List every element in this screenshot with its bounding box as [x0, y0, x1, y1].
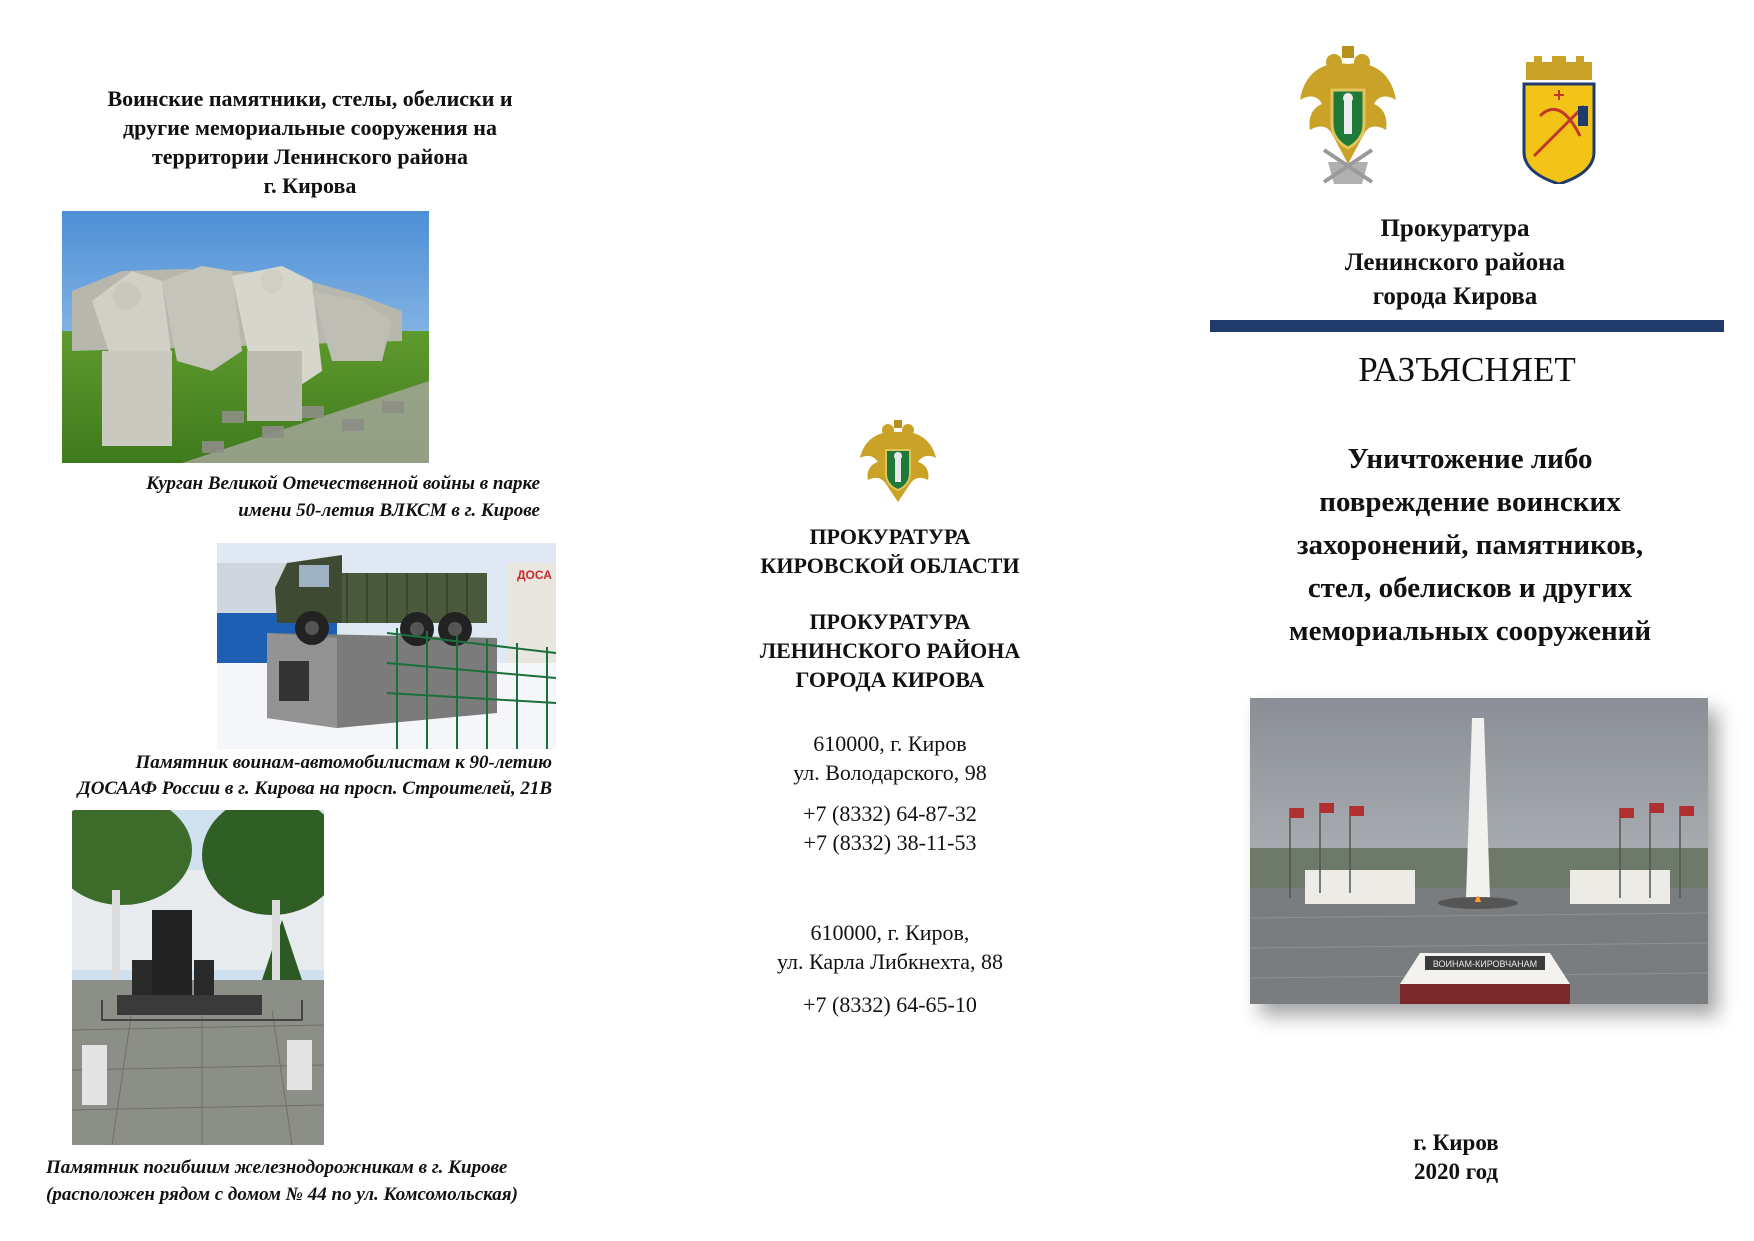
explains-heading: РАЗЪЯСНЯЕТ — [1358, 350, 1576, 389]
phone-number: +7 (8332) 64-87-32 — [803, 801, 977, 826]
org-district-prosecutor — [700, 607, 1080, 694]
double-headed-eagle-icon — [1298, 44, 1398, 188]
phone-number: +7 (8332) 64-65-10 — [803, 992, 977, 1017]
address-line: ул. Карла Либкнехта, 88 — [776, 949, 1004, 974]
caption-kurgan — [60, 470, 540, 524]
org-line: ПРОКУРАТУРА — [809, 524, 971, 549]
right-org-title — [1250, 212, 1660, 314]
photo-eternal-flame-memorial — [1250, 698, 1708, 1004]
org-line: ПРОКУРАТУРА — [809, 609, 971, 634]
main-title-line: повреждение воинских — [1319, 486, 1621, 518]
kirov-coat-of-arms-icon — [1520, 56, 1598, 184]
org-line: Ленинского района — [1344, 249, 1566, 276]
photo-plaque-text: ВОИНАМ-КИРОВЧАНАМ — [1432, 959, 1538, 969]
caption-line: Курган Великой Отечественной войны в парке — [146, 473, 540, 494]
phone-block-1 — [700, 799, 1080, 857]
caption-line: ДОСААФ России в г. Кирова на просп. Строителей, 21В — [77, 778, 552, 799]
address-line: 610000, г. Киров, — [810, 920, 970, 945]
org-regional-prosecutor — [700, 522, 1080, 580]
caption-line: имени 50-летия ВЛКСМ в г. Кирове — [238, 500, 540, 521]
caption-line: (расположен рядом с домом № 44 по ул. Комсомольская) — [46, 1184, 518, 1205]
main-title — [1215, 438, 1725, 653]
org-line: ЛЕНИНСКОГО РАЙОНА — [759, 638, 1021, 663]
main-title-line: стел, обелисков и других — [1307, 572, 1633, 604]
org-line: города Кирова — [1372, 283, 1538, 310]
photo-railway-monument — [72, 810, 324, 1145]
left-panel-title — [40, 84, 580, 200]
main-title-line: мемориальных сооружений — [1288, 615, 1652, 647]
left-title-line: другие мемориальные сооружения на — [123, 115, 497, 140]
org-line: Прокуратура — [1380, 215, 1530, 242]
left-title-line: Воинские памятники, стелы, обелиски и — [107, 86, 513, 111]
main-title-line: Уничтожение либо — [1347, 443, 1593, 475]
org-line: КИРОВСКОЙ ОБЛАСТИ — [760, 553, 1020, 578]
main-title-line: захоронений, памятников, — [1296, 529, 1644, 561]
photo-truck-monument — [217, 543, 556, 749]
footer-city-year — [1256, 1128, 1656, 1186]
caption-line: Памятник погибшим железнодорожникам в г. Кирове — [46, 1157, 508, 1178]
phone-number: +7 (8332) 38-11-53 — [803, 830, 977, 855]
left-title-line: территории Ленинского района — [151, 144, 469, 169]
caption-truck — [10, 750, 552, 802]
org-line: ГОРОДА КИРОВА — [795, 667, 985, 692]
address-line: 610000, г. Киров — [813, 731, 967, 756]
caption-line: Памятник воинам-автомобилистам к 90-летию — [135, 752, 552, 773]
left-title-line: г. Кирова — [263, 173, 357, 198]
address-block-1 — [700, 729, 1080, 787]
photo-kurgan-memorial — [62, 211, 429, 463]
photo-sign-text: ДОСА — [517, 568, 552, 582]
footer-line: г. Киров — [1413, 1130, 1499, 1155]
caption-railway — [46, 1154, 606, 1208]
prosecutor-emblem-icon — [858, 420, 938, 506]
footer-line: 2020 год — [1413, 1159, 1499, 1184]
address-line: ул. Володарского, 98 — [793, 760, 987, 785]
accent-divider — [1210, 320, 1724, 332]
address-block-2 — [700, 918, 1080, 976]
